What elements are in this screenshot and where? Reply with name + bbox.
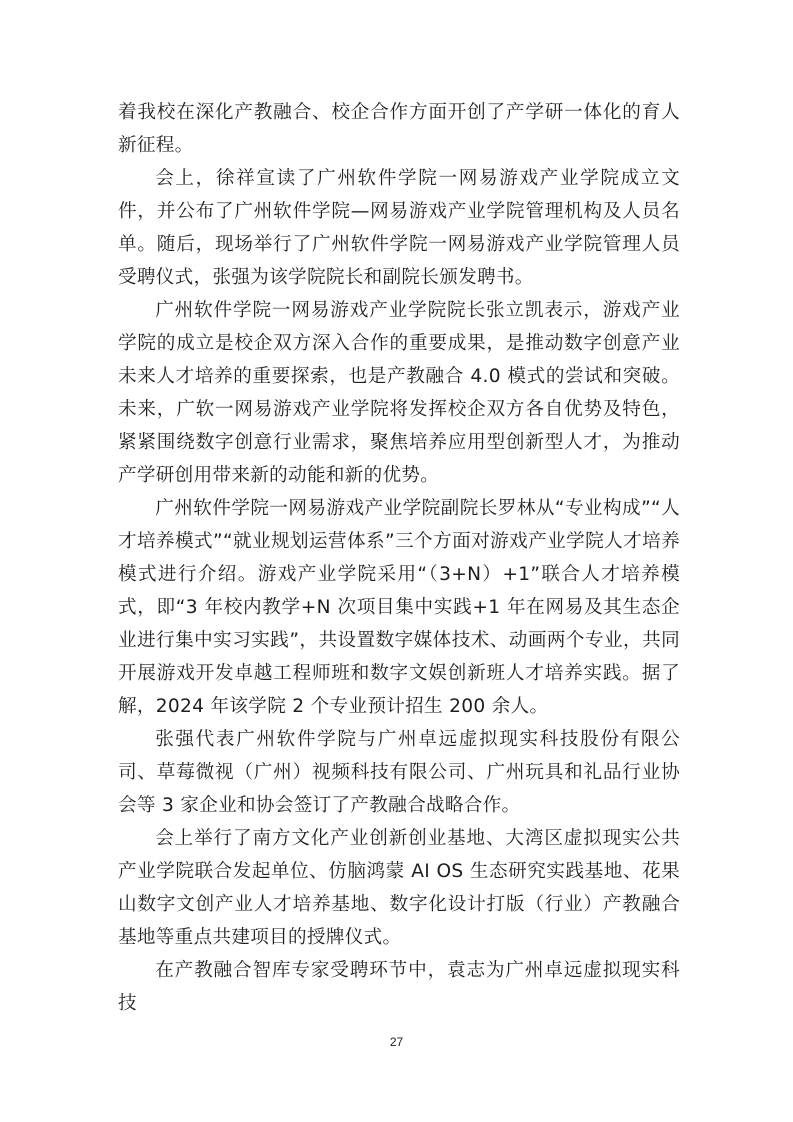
page-number: 27: [389, 1035, 404, 1049]
paragraph-expert-appointment: 在产教融合智库专家受聘环节中，袁志为广州卓远虚拟现实科技: [118, 960, 680, 1014]
paragraph-announcement: 会上，徐祥宣读了广州软件学院一网易游戏产业学院成立文件，并公布了广州软件学院—网易游戏产业学院管理机构及人员名单。随后，现场举行了广州软件学院一网易游戏产业学院管理人员受聘仪式，张强为该学院院长和副院长颁发聘书。: [118, 168, 680, 288]
document-body: [118, 96, 680, 1020]
paragraph-plaque-ceremony: 会上举行了南方文化产业创新创业基地、大湾区虚拟现实公共产业学院联合发起单位、仿脑鸿蒙 AI OS 生态研究实践基地、花果山数字文创产业人才培养基地、数字化设计打版（行业）产教融合基地等重点共建项目的授牌仪式。: [118, 828, 680, 948]
paragraph-dean-statement: 广州软件学院一网易游戏产业学院院长张立凯表示，游戏产业学院的成立是校企双方深入合作的重要成果，是推动数字创意产业未来人才培养的重要探索，也是产教融合 4.0 模式的尝试和突破。未来，广软一网易游戏产业学院将发挥校企双方各自优势及特色，紧紧围绕数字创意行业需求，聚焦培养应用型创新型人才，为推动产学研创用带来新的动能和新的优势。: [118, 300, 680, 486]
paragraph-cooperation-signing: 张强代表广州软件学院与广州卓远虚拟现实科技股份有限公司、草莓微视（广州）视频科技有限公司、广州玩具和礼品行业协会等 3 家企业和协会签订了产教融合战略合作。: [118, 729, 680, 816]
paragraph-continuation: 着我校在深化产教融合、校企合作方面开创了产学研一体化的育人新征程。: [118, 102, 680, 156]
paragraph-training-model: 广州软件学院一网易游戏产业学院副院长罗林从“专业构成”“人才培养模式”“就业规划运营体系”三个方面对游戏产业学院人才培养模式进行介绍。游戏产业学院采用“（3+N）+1”联合人才培养模式，即“3 年校内教学+N 次项目集中实践+1 年在网易及其生态企业进行集中实习实践”，共设置数字媒体技术、动画两个专业，共同开展游戏开发卓越工程师班和数字文娱创新班人才培养实践。据了解，2024 年该学院 2 个专业预计招生 200 余人。: [118, 498, 680, 717]
